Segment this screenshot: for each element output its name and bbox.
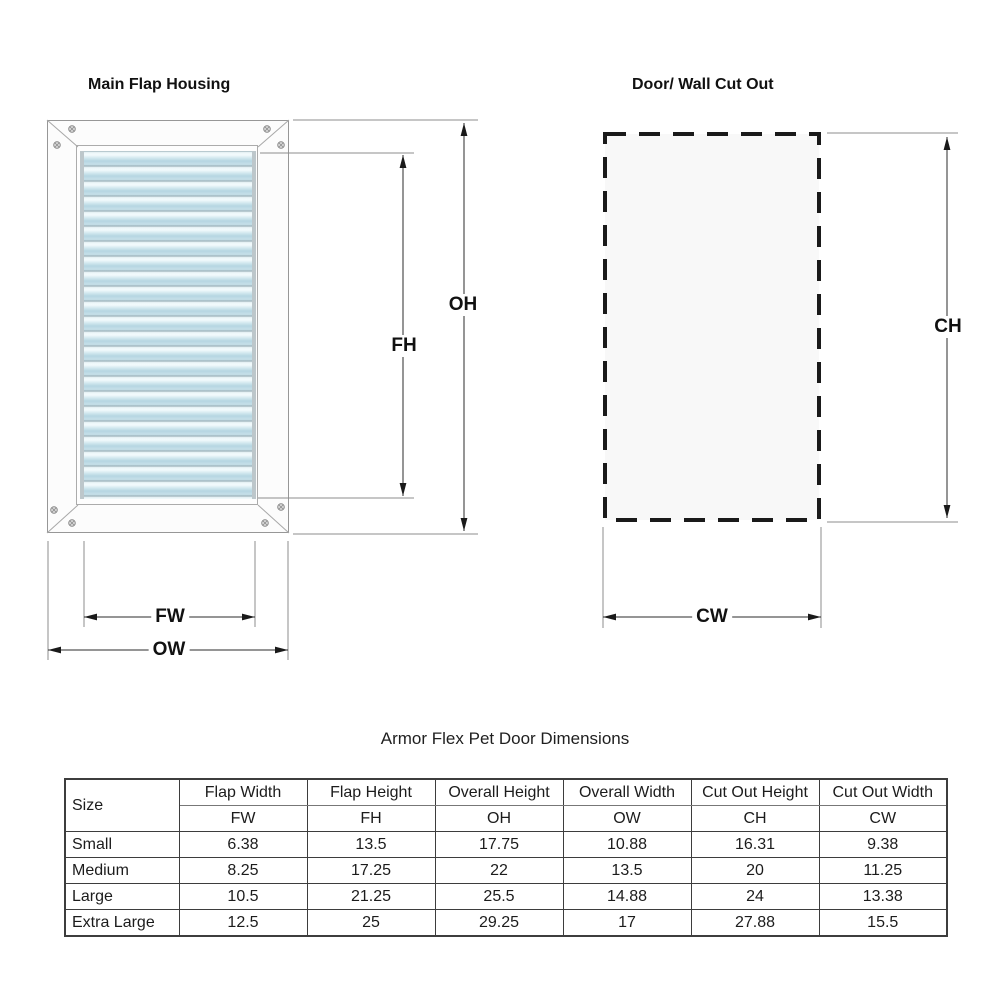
cell: 13.38 xyxy=(819,884,947,910)
cell: 13.5 xyxy=(307,832,435,858)
cell: 27.88 xyxy=(691,910,819,937)
table-row xyxy=(65,858,947,884)
abbr-oh: OH xyxy=(435,806,563,832)
cell: 11.25 xyxy=(819,858,947,884)
cell: 10.88 xyxy=(563,832,691,858)
cell: 16.31 xyxy=(691,832,819,858)
cell: 17.25 xyxy=(307,858,435,884)
col-cut-out-height: Cut Out Height xyxy=(691,779,819,806)
cell: 25 xyxy=(307,910,435,937)
table-row xyxy=(65,884,947,910)
abbr-ow: OW xyxy=(563,806,691,832)
row-size: Large xyxy=(65,884,179,910)
abbr-cw: CW xyxy=(819,806,947,832)
cell: 9.38 xyxy=(819,832,947,858)
table-title: Armor Flex Pet Door Dimensions xyxy=(380,729,630,748)
abbr-fw: FW xyxy=(179,806,307,832)
row-size: Small xyxy=(65,832,179,858)
table-row xyxy=(65,910,947,937)
col-overall-height: Overall Height xyxy=(435,779,563,806)
row-size: Extra Large xyxy=(65,910,179,937)
cutout-title: Door/ Wall Cut Out xyxy=(632,76,774,93)
col-overall-width: Overall Width xyxy=(563,779,691,806)
flap-housing-title: Main Flap Housing xyxy=(88,76,231,93)
cell: 8.25 xyxy=(179,858,307,884)
header-name-row xyxy=(65,779,947,806)
frame-miter-lines xyxy=(47,120,289,533)
fw-label: FW xyxy=(151,606,189,628)
frame-screws xyxy=(51,126,285,527)
dimensions-table xyxy=(64,778,948,937)
cell: 20 xyxy=(691,858,819,884)
col-cut-out-width: Cut Out Width xyxy=(819,779,947,806)
col-flap-width: Flap Width xyxy=(179,779,307,806)
abbr-ch: CH xyxy=(691,806,819,832)
cell: 15.5 xyxy=(819,910,947,937)
cell: 10.5 xyxy=(179,884,307,910)
row-size: Medium xyxy=(65,858,179,884)
cell: 29.25 xyxy=(435,910,563,937)
table-row xyxy=(65,832,947,858)
cw-label: CW xyxy=(692,606,732,628)
size-column-header: Size xyxy=(65,779,179,832)
ch-label: CH xyxy=(930,316,965,338)
cell: 6.38 xyxy=(179,832,307,858)
cell: 14.88 xyxy=(563,884,691,910)
wall-cutout-rect xyxy=(605,134,819,520)
cell: 25.5 xyxy=(435,884,563,910)
col-flap-height: Flap Height xyxy=(307,779,435,806)
ow-label: OW xyxy=(149,639,190,661)
header-abbr-row xyxy=(65,806,947,832)
oh-label: OH xyxy=(445,294,482,316)
extension-lines xyxy=(48,120,958,660)
cell: 24 xyxy=(691,884,819,910)
cell: 21.25 xyxy=(307,884,435,910)
cell: 17 xyxy=(563,910,691,937)
abbr-fh: FH xyxy=(307,806,435,832)
cell: 13.5 xyxy=(563,858,691,884)
cell: 12.5 xyxy=(179,910,307,937)
fh-label: FH xyxy=(387,335,420,357)
cell: 17.75 xyxy=(435,832,563,858)
cell: 22 xyxy=(435,858,563,884)
